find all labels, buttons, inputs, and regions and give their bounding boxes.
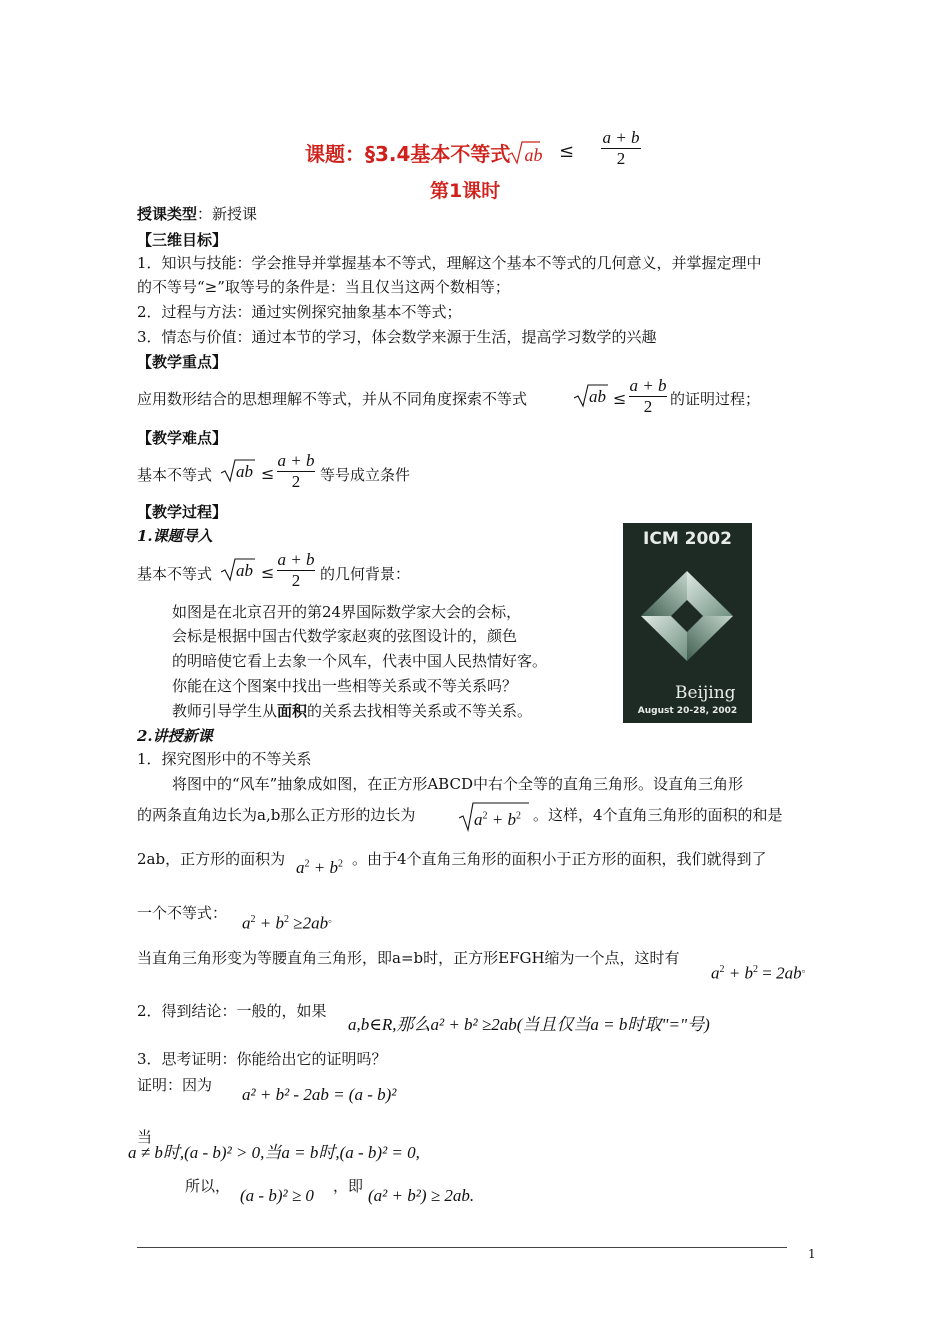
explore-line-3-after: 。由于4个直角三角形的面积小于正方形的面积，我们就得到了 — [352, 850, 767, 868]
key-points-text-after: 的证明过程； — [670, 390, 761, 408]
key-points-heading: 【教学重点】 — [137, 353, 228, 371]
key-points-text-before: 应用数形结合的思想理解不等式，并从不同角度探索不等式 — [137, 390, 528, 408]
intro-leq: ≤ — [261, 563, 275, 582]
intro-frac: a + b 2 — [277, 550, 315, 590]
lesson-type: 授课类型：新授课 — [137, 205, 258, 223]
inequality-1: $a^2 + b^2 \ge 2ab^。$ — [242, 913, 339, 933]
intro-para-1: 如图是在北京召开的第24界国际数学家大会的会标， — [172, 603, 522, 621]
section-2-title: 2.讲授新课 — [137, 727, 213, 745]
explore-line-2-after: 。这样，4个直角三角形的面积的和是 — [533, 806, 783, 824]
explore-line-5: 当直角三角形变为等腰直角三角形，即a=b时，正方形EFGH缩为一个点，这时有 — [137, 949, 680, 967]
think-title: 3．思考证明：你能给出它的证明吗？ — [137, 1050, 387, 1068]
goal-2: 2．过程与方法：通过实例探究抽象基本不等式； — [137, 303, 462, 321]
title-leq: ≤ — [559, 141, 575, 162]
difficulties-frac: a + b 2 — [277, 451, 315, 491]
intro-para-2: 会标是根据中国古代数学家赵爽的弦图设计的，颜色 — [172, 627, 518, 645]
explore-line-3-before: 2ab，正方形的面积为 — [137, 850, 286, 868]
intro-para-5: 教师引导学生从面积的关系去找相等关系或不等关系。 — [172, 702, 533, 720]
square-area-expr: $a^2 + b^2$ — [296, 858, 343, 877]
conclusion-label: 2．得到结论：一般的，如果 — [137, 1002, 327, 1020]
goal-3: 3．情态与价值：通过本节的学习，体会数学来源于生活，提高学习数学的兴趣 — [137, 328, 657, 346]
equality-expr: $a^2 + b^2 = 2ab^。$ — [711, 963, 812, 983]
so-math-2: (a² + b²) ≥ 2ab. — [368, 1186, 475, 1205]
so-mid: ，即 — [333, 1177, 364, 1195]
intro-sqrt: ab — [221, 561, 253, 581]
when-label: 当 — [137, 1128, 153, 1146]
title-text: 课题：§3.4基本不等式 — [305, 142, 511, 166]
logo-city: Beijing — [675, 683, 736, 703]
explore-line-4: 一个不等式： — [137, 904, 228, 922]
intro-para-3: 的明暗使它看上去象一个风车，代表中国人民热情好客。 — [172, 652, 548, 670]
side-length-sqrt: $a^2 + b^2$ — [459, 810, 521, 830]
so-math-1: (a - b)² ≥ 0 — [240, 1186, 314, 1205]
intro-para-4: 你能在这个图案中找出一些相等关系或不等关系吗？ — [172, 677, 518, 695]
page-number: 1 — [808, 1247, 816, 1261]
difficulties-text-before: 基本不等式 — [137, 466, 213, 484]
logo-dates: August 20-28, 2002 — [637, 706, 738, 716]
proof-label: 证明：因为 — [137, 1076, 213, 1094]
so-label: 所以， — [185, 1177, 231, 1195]
difficulties-sqrt: ab — [221, 462, 253, 482]
conclusion-math: a,b∈R,那么a² + b² ≥2ab(当且仅当a = b时取"="号) — [348, 1015, 710, 1034]
goal-1-line2: 的不等号“≥”取等号的条件是：当且仅当这两个数相等； — [137, 278, 510, 296]
key-points-frac: a + b 2 — [629, 376, 667, 416]
intro-text-before: 基本不等式 — [137, 565, 213, 583]
title-sqrt: ab — [510, 145, 542, 165]
difficulties-leq: ≤ — [261, 464, 275, 483]
title-frac: a + b 2 — [602, 128, 640, 168]
logo-title: ICM 2002 — [643, 529, 732, 549]
proof-equation: a² + b² - 2ab = (a - b)² — [242, 1085, 397, 1104]
explore-line-1: 将图中的“风车”抽象成如图，在正方形ABCD中右个全等的直角三角形。设直角三角形 — [172, 775, 743, 793]
intro-text-after: 的几何背景： — [320, 565, 411, 583]
difficulties-text-after: 等号成立条件 — [320, 466, 411, 484]
page-subtitle: 第1课时 — [430, 180, 501, 202]
goals-heading: 【三维目标】 — [137, 231, 228, 249]
process-heading: 【教学过程】 — [137, 503, 228, 521]
icm-2002-logo — [623, 523, 752, 723]
page-title — [305, 138, 542, 167]
explore-line-2-before: 的两条直角边长为a,b那么正方形的边长为 — [137, 806, 416, 824]
goal-1-line1: 1．知识与技能：学会推导并掌握基本不等式，理解这个基本不等式的几何意义，并掌握定理中 — [137, 254, 762, 272]
footer-divider — [137, 1247, 787, 1248]
section-1-title: 1.课题导入 — [137, 527, 213, 545]
explore-title: 1．探究图形中的不等关系 — [137, 750, 312, 768]
difficulties-heading: 【教学难点】 — [137, 429, 228, 447]
key-points-sqrt: ab — [574, 387, 606, 407]
when-math: a ≠ b时,(a - b)² > 0,当a = b时,(a - b)² = 0, — [128, 1143, 420, 1162]
key-points-leq: ≤ — [613, 389, 627, 408]
